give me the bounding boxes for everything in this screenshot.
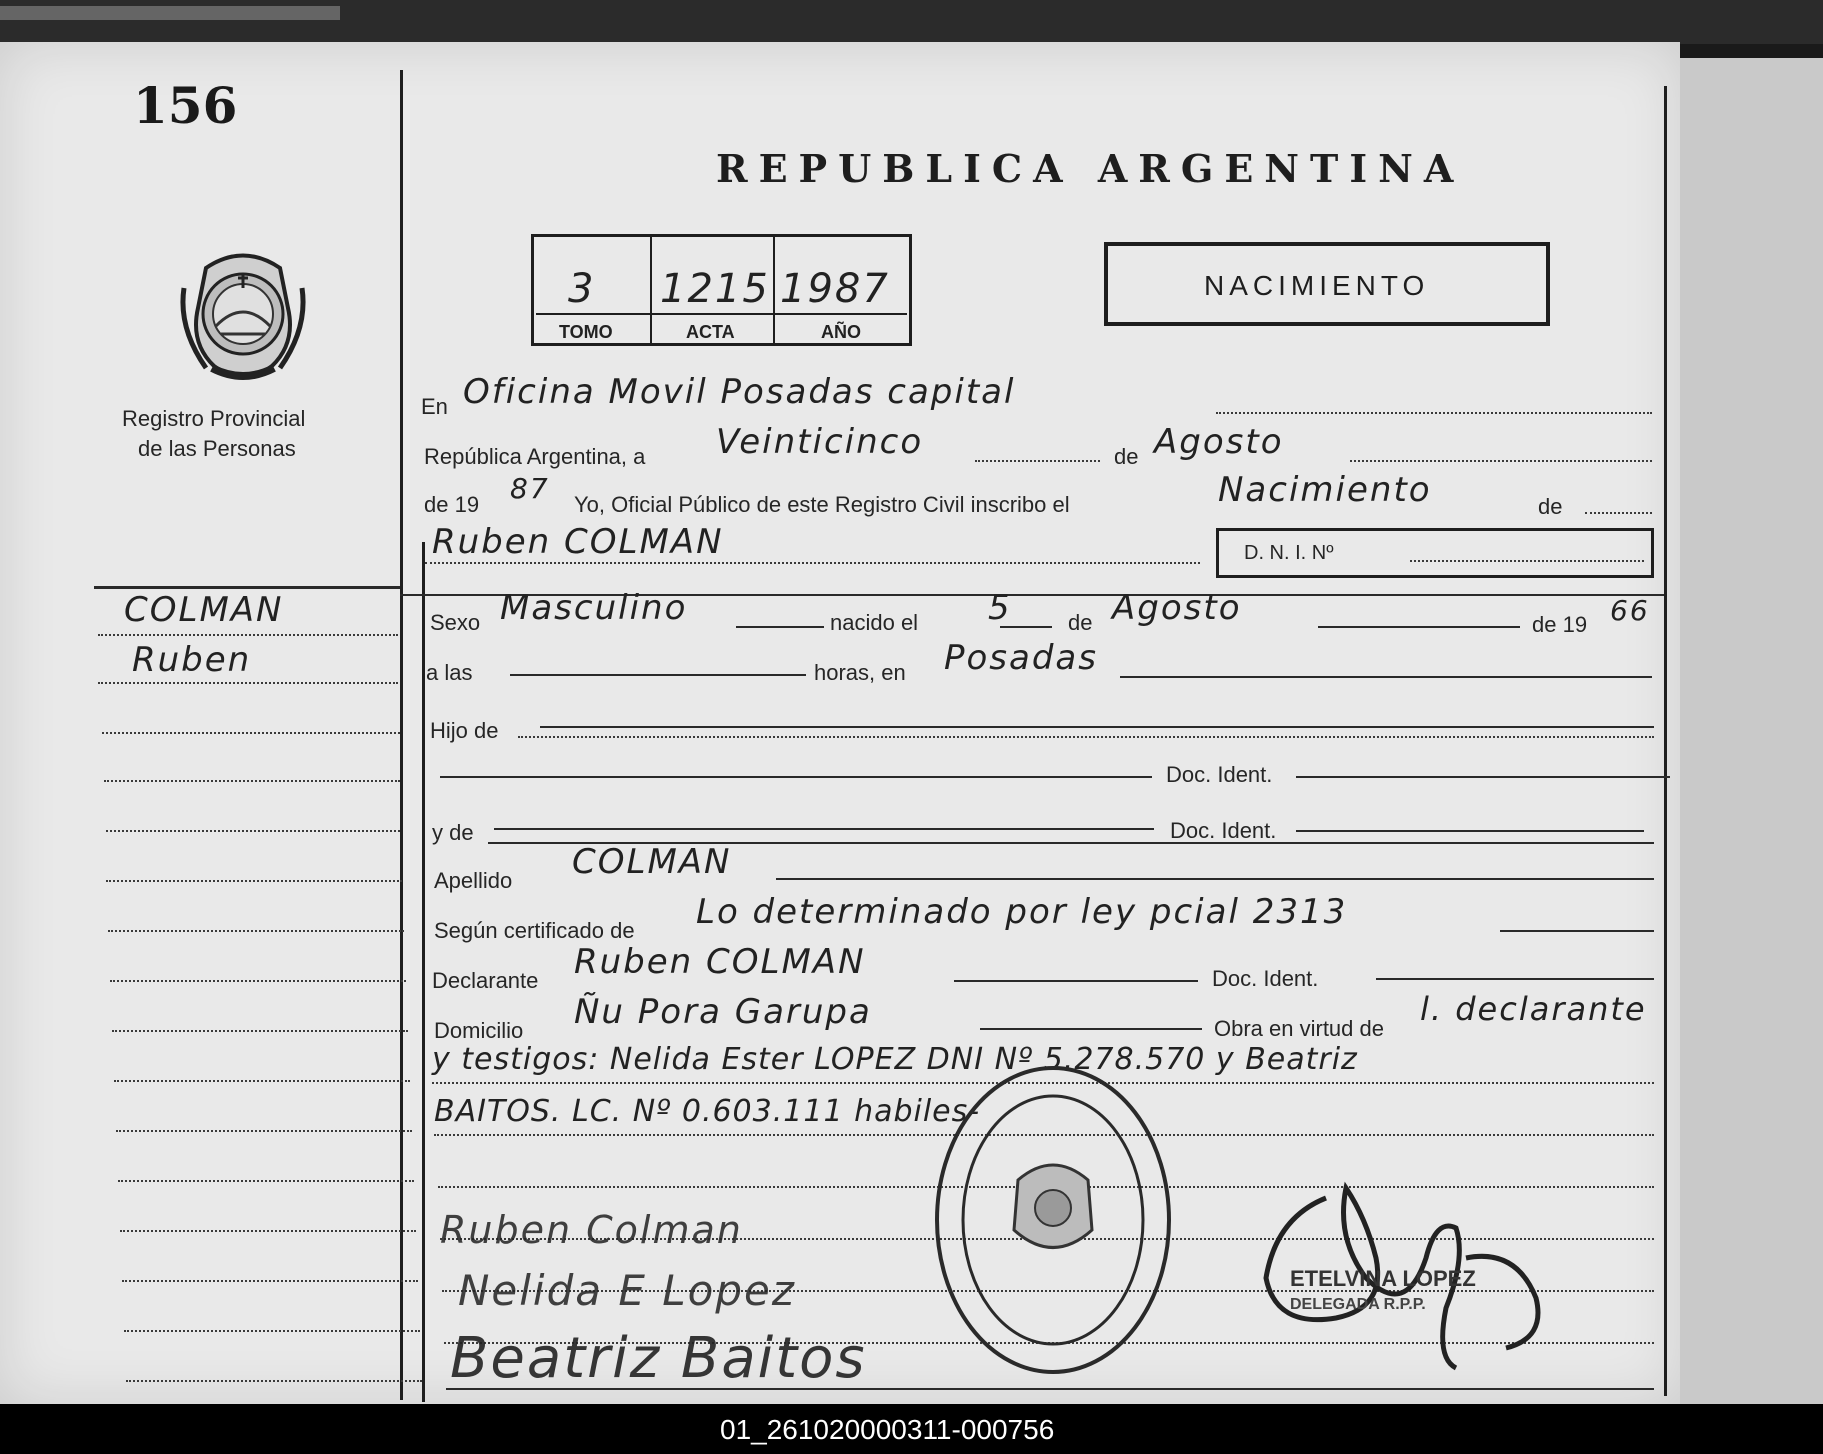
scan-top-border-artifact (0, 6, 340, 20)
register-page (0, 42, 1680, 1404)
sexo-label: Sexo (430, 610, 481, 635)
mother-doc-line (1296, 830, 1644, 832)
declarante-doc-line (1376, 978, 1654, 980)
margin-given: Ruben (132, 640, 252, 680)
hijo-line-2 (518, 736, 1654, 738)
birth-place-line (1120, 676, 1652, 678)
margin-line (106, 830, 400, 832)
de19-label: de 19 (1532, 612, 1588, 637)
doc-ident-label: Doc. Ident. (1166, 762, 1273, 787)
acta-value: 1215 (660, 266, 770, 312)
declarante-value: Ruben COLMAN (574, 942, 866, 982)
officer-name: ETELVINA LOPEZ (1290, 1266, 1476, 1291)
de-label-3: de (1068, 610, 1093, 635)
month-line (1350, 460, 1652, 462)
father-line (440, 776, 1152, 778)
record-box-divider-2 (773, 237, 775, 343)
birth-year-suffix: 66 (1610, 594, 1650, 627)
margin-line (104, 780, 400, 782)
right-border (1664, 86, 1667, 1396)
segun-value: Lo determinado por ley pcial 2313 (696, 892, 1348, 932)
dni-line (1410, 560, 1644, 562)
margin-line (120, 1230, 416, 1232)
witness-line-1: y testigos: Nelida Ester LOPEZ DNI Nº 5.278.570 y Beatriz (432, 1042, 1358, 1077)
margin-line (114, 1080, 410, 1082)
hijo-label: Hijo de (430, 718, 499, 743)
alas-line (510, 674, 806, 676)
tomo-value: 3 (568, 266, 596, 312)
country-heading: REPUBLICA ARGENTINA (716, 146, 1465, 191)
margin-divider (400, 70, 403, 1400)
de-label-2: de (1538, 494, 1563, 519)
office-line (1216, 412, 1652, 414)
official-stamp (930, 1060, 1176, 1380)
margin-divider-lower (422, 542, 425, 1402)
father-doc-line (1296, 776, 1670, 778)
record-box-underline (536, 313, 907, 315)
yde-label: y de (432, 820, 474, 845)
officer-text: Yo, Oficial Público de este Registro Civil inscribo el (574, 492, 1070, 517)
segun-label: Según certificado de (434, 918, 635, 943)
day-words: Veinticinco (716, 422, 924, 462)
footer-id: 01_261020000311-000756 (720, 1414, 1055, 1445)
footer-bar (0, 1404, 1823, 1454)
mother-line (494, 828, 1154, 830)
domicilio-label: Domicilio (434, 1018, 524, 1043)
person-name-line (425, 562, 1200, 564)
apellido-line (776, 878, 1654, 880)
signature-3: Beatriz Baitos (450, 1326, 867, 1391)
margin-line (102, 732, 400, 734)
day-words-line (975, 460, 1100, 462)
margin-line (116, 1130, 412, 1132)
month: Agosto (1154, 422, 1284, 462)
tomo-label: TOMO (559, 322, 613, 342)
doc-ident-label-2: Doc. Ident. (1170, 818, 1277, 843)
registry-name-line2: de las Personas (138, 436, 296, 461)
horas-label: horas, en (814, 660, 906, 685)
sexo-value: Masculino (500, 588, 688, 628)
record-type: NACIMIENTO (1204, 270, 1430, 301)
margin-line (110, 980, 406, 982)
signature-2: Nelida E Lopez (458, 1266, 796, 1315)
birth-month-line (1318, 626, 1520, 628)
birth-day: 5 (988, 588, 1012, 628)
dni-label: D. N. I. Nº (1244, 542, 1334, 564)
margin-surname: COLMAN (124, 590, 284, 630)
record-box-divider-1 (650, 237, 652, 343)
republic-label: República Argentina, a (424, 444, 646, 469)
doc-ident-label-3: Doc. Ident. (1212, 966, 1319, 991)
margin-line (122, 1280, 418, 1282)
year-suffix: 87 (510, 472, 550, 505)
segun-line (1500, 930, 1654, 932)
margin-line (98, 634, 398, 636)
apellido-label: Apellido (434, 868, 513, 893)
en-label: En (421, 394, 448, 419)
person-name: Ruben COLMAN (432, 522, 724, 562)
registry-name-line1: Registro Provincial (122, 406, 306, 431)
margin-line (124, 1330, 420, 1332)
declarante-label: Declarante (432, 968, 539, 993)
de-label: de (1114, 444, 1139, 469)
anio-value: 1987 (780, 266, 890, 312)
office-value: Oficina Movil Posadas capital (463, 372, 1016, 412)
obra-label: Obra en virtud de (1214, 1016, 1384, 1041)
domicilio-line (980, 1028, 1202, 1030)
nacido-label: nacido el (830, 610, 919, 635)
domicilio-value: Ñu Pora Garupa (574, 992, 872, 1032)
signature-1: Ruben Colman (440, 1208, 743, 1252)
province-seal-icon (176, 248, 310, 384)
anio-label: AÑO (821, 322, 861, 342)
acta-label: ACTA (686, 322, 735, 342)
act-kind-tail (1585, 512, 1652, 514)
margin-line (98, 682, 398, 684)
officer-title: DELEGADA R.P.P. (1290, 1296, 1426, 1313)
apellido-value: COLMAN (572, 842, 732, 882)
birth-place: Posadas (944, 638, 1098, 678)
margin-line (112, 1030, 408, 1032)
obra-value: l. declarante (1420, 990, 1647, 1028)
witness-line-2: BAITOS. LC. Nº 0.603.111 habiles- (434, 1094, 981, 1129)
margin-line (126, 1380, 422, 1382)
hijo-line (540, 726, 1654, 728)
facing-page-edge (1680, 58, 1823, 1404)
margin-line (108, 930, 404, 932)
margin-header-rule (94, 586, 400, 589)
act-kind: Nacimiento (1218, 470, 1432, 510)
birth-day-line (1000, 626, 1052, 628)
declarante-line (954, 980, 1198, 982)
birth-month: Agosto (1112, 588, 1242, 628)
margin-line (118, 1180, 414, 1182)
year-prefix: de 19 (424, 492, 480, 517)
sexo-line (736, 626, 824, 628)
page-number: 156 (133, 76, 238, 135)
alas-label: a las (426, 660, 473, 685)
margin-line (106, 880, 402, 882)
